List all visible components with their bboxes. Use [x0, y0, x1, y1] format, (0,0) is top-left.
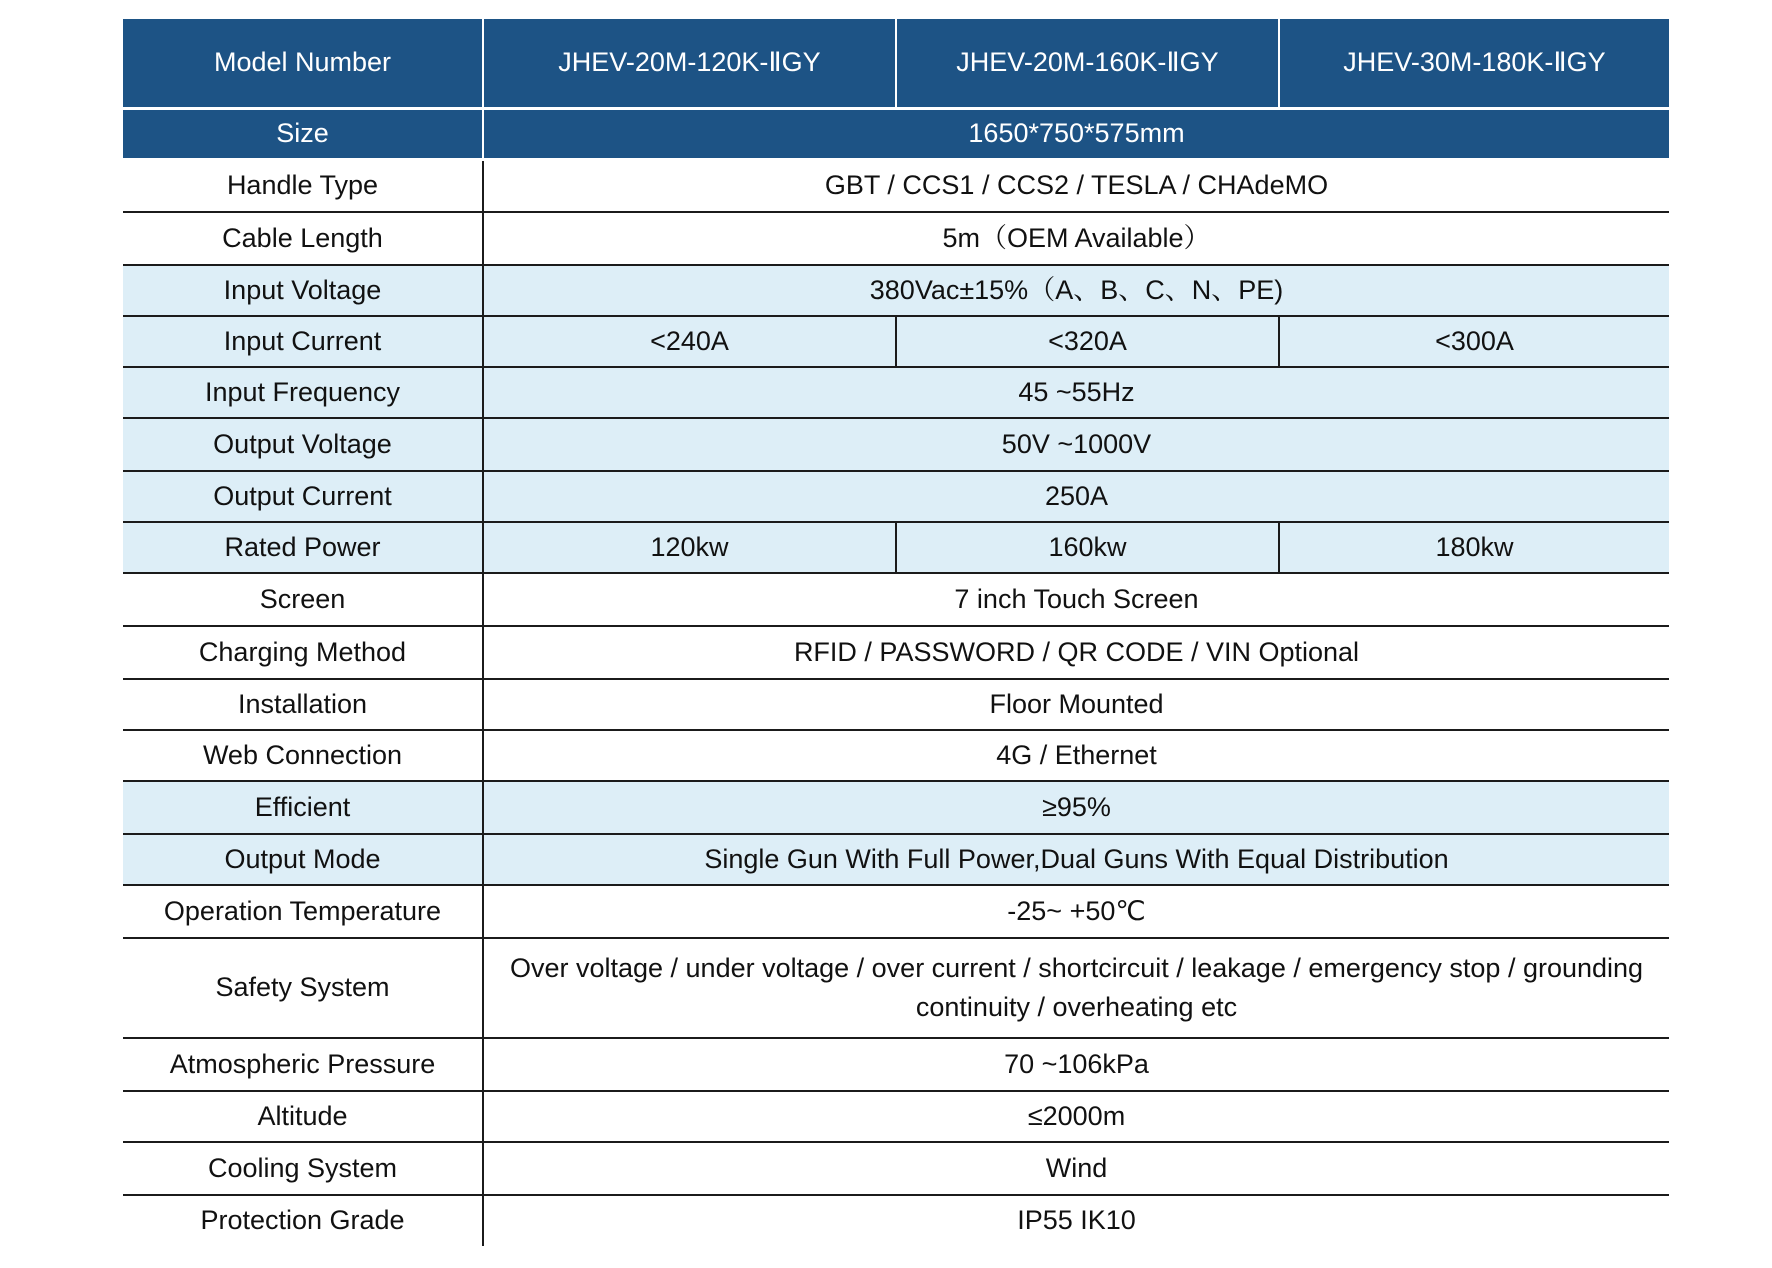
row-label: Installation: [123, 679, 483, 730]
row-value: GBT / CCS1 / CCS2 / TESLA / CHAdeMO: [483, 159, 1669, 212]
row-value: IP55 IK10: [483, 1195, 1669, 1246]
spec-row-input-frequency: [123, 367, 1669, 418]
row-label: Safety System: [123, 938, 483, 1038]
row-label: Handle Type: [123, 159, 483, 212]
row-label: Web Connection: [123, 730, 483, 781]
row-value: 250A: [483, 471, 1669, 522]
row-label: Model Number: [123, 19, 483, 108]
row-value: <300A: [1279, 316, 1669, 367]
spec-row-web-connection: [123, 730, 1669, 781]
row-label: Cable Length: [123, 212, 483, 265]
row-value: 180kw: [1279, 522, 1669, 573]
row-value: Wind: [483, 1142, 1669, 1195]
spec-row-protection-grade: [123, 1195, 1669, 1246]
model-cell: JHEV-20M-160K-ⅡGY: [896, 19, 1279, 108]
row-value: 120kw: [483, 522, 896, 573]
row-label: Altitude: [123, 1091, 483, 1142]
row-value: -25~ +50℃: [483, 885, 1669, 938]
row-label: Input Frequency: [123, 367, 483, 418]
row-value: ≤2000m: [483, 1091, 1669, 1142]
size-row: [123, 108, 1669, 159]
spec-row-altitude: [123, 1091, 1669, 1142]
row-value: 1650*750*575mm: [483, 108, 1669, 159]
row-label: Screen: [123, 573, 483, 626]
header-row: [123, 19, 1669, 108]
spec-row-handle-type: [123, 159, 1669, 212]
spec-row-installation: [123, 679, 1669, 730]
spec-row-cooling-system: [123, 1142, 1669, 1195]
spec-row-atmospheric-pressure: [123, 1038, 1669, 1091]
row-label: Input Current: [123, 316, 483, 367]
row-label: Cooling System: [123, 1142, 483, 1195]
spec-row-output-current: [123, 471, 1669, 522]
row-label: Output Current: [123, 471, 483, 522]
row-value: 4G / Ethernet: [483, 730, 1669, 781]
model-cell: JHEV-20M-120K-ⅡGY: [483, 19, 896, 108]
spec-row-output-mode: [123, 834, 1669, 885]
row-label: Operation Temperature: [123, 885, 483, 938]
row-value: Floor Mounted: [483, 679, 1669, 730]
row-value: 380Vac±15%（A、B、C、N、PE): [483, 265, 1669, 316]
spec-row-charging-method: [123, 626, 1669, 679]
spec-row-operation-temperature: [123, 885, 1669, 938]
row-label: Atmospheric Pressure: [123, 1038, 483, 1091]
spec-row-cable-length: [123, 212, 1669, 265]
row-value: Single Gun With Full Power,Dual Guns With Equal Distribution: [483, 834, 1669, 885]
spec-row-efficient: [123, 781, 1669, 834]
row-label: Efficient: [123, 781, 483, 834]
row-value: 5m（OEM Available）: [483, 212, 1669, 265]
row-value: RFID / PASSWORD / QR CODE / VIN Optional: [483, 626, 1669, 679]
row-label: Output Voltage: [123, 418, 483, 471]
spec-row-rated-power: [123, 522, 1669, 573]
row-value: <320A: [896, 316, 1279, 367]
model-cell: JHEV-30M-180K-ⅡGY: [1279, 19, 1669, 108]
row-label: Output Mode: [123, 834, 483, 885]
row-value: 160kw: [896, 522, 1279, 573]
row-label: Input Voltage: [123, 265, 483, 316]
row-value: ≥95%: [483, 781, 1669, 834]
row-value: 70 ~106kPa: [483, 1038, 1669, 1091]
row-label: Size: [123, 108, 483, 159]
row-label: Rated Power: [123, 522, 483, 573]
spec-row-input-voltage: [123, 265, 1669, 316]
spec-row-output-voltage: [123, 418, 1669, 471]
row-value: 7 inch Touch Screen: [483, 573, 1669, 626]
spec-row-input-current: [123, 316, 1669, 367]
row-label: Protection Grade: [123, 1195, 483, 1246]
row-value: 45 ~55Hz: [483, 367, 1669, 418]
spec-row-screen: [123, 573, 1669, 626]
spec-table: [123, 19, 1669, 1246]
row-value: Over voltage / under voltage / over current / shortcircuit / leakage / emergency stop / grounding continuity / overheating etc: [483, 938, 1669, 1038]
row-value: <240A: [483, 316, 896, 367]
row-value: 50V ~1000V: [483, 418, 1669, 471]
row-label: Charging Method: [123, 626, 483, 679]
spec-row-safety-system: [123, 938, 1669, 1038]
